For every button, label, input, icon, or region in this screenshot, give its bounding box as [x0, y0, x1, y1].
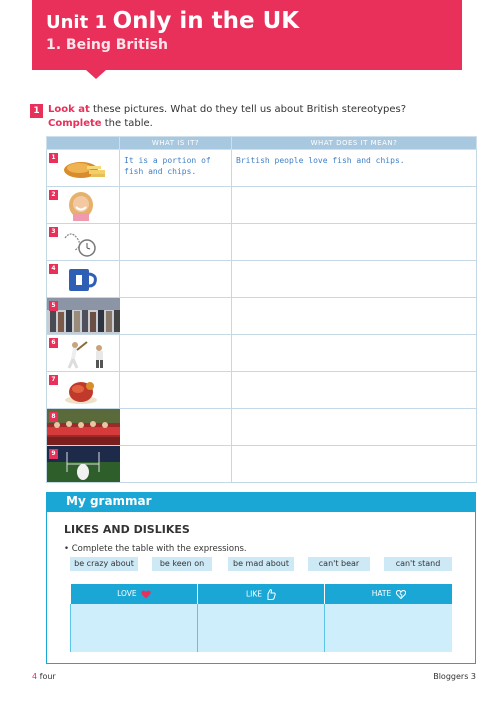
grammar-instruction: • Complete the table with the expressions.: [64, 544, 247, 554]
answer-meaning-cell[interactable]: [232, 409, 477, 446]
answer-what: [120, 372, 231, 377]
answer-what-cell[interactable]: [120, 224, 232, 261]
answer-what-cell[interactable]: [120, 409, 232, 446]
answer-what-cell[interactable]: [120, 372, 232, 409]
column-header-what: WHAT IS IT?: [120, 137, 232, 150]
answer-what: It is a portion of fish and chips.: [124, 156, 211, 176]
row-number: 5: [49, 301, 58, 311]
exercise-instruction: [48, 103, 468, 131]
love-column-header: [71, 584, 198, 604]
cricket-players-icon: [61, 339, 111, 369]
pudding-icon: [61, 376, 101, 406]
picture-cell: [47, 150, 120, 187]
answer-meaning: [232, 335, 476, 340]
table-row: [47, 446, 477, 483]
instruction-keyword-2: Complete: [48, 118, 102, 129]
book-title: Bloggers 3: [433, 672, 476, 681]
love-answer-cell[interactable]: [71, 604, 198, 652]
row-number: 3: [49, 227, 58, 237]
table-row: [47, 187, 477, 224]
thumbs-up-icon: [266, 589, 276, 600]
table-row: [47, 261, 477, 298]
table-row: [47, 409, 477, 446]
hate-column-header: [325, 584, 452, 604]
answer-what-cell[interactable]: [120, 150, 232, 187]
answer-meaning: [232, 224, 476, 229]
answer-meaning: British people love fish and chips.: [236, 156, 405, 165]
table-row: [47, 335, 477, 372]
answer-meaning-cell[interactable]: [232, 261, 477, 298]
answer-meaning: [232, 409, 476, 414]
answer-what-cell[interactable]: [120, 446, 232, 483]
column-header-meaning: WHAT DOES IT MEAN?: [232, 137, 477, 150]
instruction-text: these pictures. What do they tell us about British stereotypes?: [89, 104, 407, 115]
exercise-number: 1: [30, 104, 43, 118]
answer-meaning: [232, 446, 476, 451]
table-row: [47, 298, 477, 335]
fish-and-chips-icon: [61, 154, 109, 182]
love-label: LOVE: [117, 589, 137, 599]
answer-what: [120, 409, 231, 414]
smiling-girl-icon: [61, 191, 101, 221]
answer-what-cell[interactable]: [120, 335, 232, 372]
row-number: 2: [49, 190, 58, 200]
table-row: [47, 372, 477, 409]
answer-what-cell[interactable]: [120, 187, 232, 224]
unit-name: Only in the UK: [112, 8, 300, 34]
page-number-digit: 4: [32, 672, 38, 681]
row-number: 4: [49, 264, 58, 274]
table-row: [47, 224, 477, 261]
answer-meaning-cell[interactable]: [232, 335, 477, 372]
answer-what-cell[interactable]: [120, 298, 232, 335]
table-row: [71, 604, 453, 652]
expression-chip[interactable]: be crazy about: [70, 557, 138, 571]
row-number: 9: [49, 449, 58, 459]
answer-what-cell[interactable]: [120, 261, 232, 298]
expression-chip[interactable]: be mad about: [228, 557, 294, 571]
answer-meaning: [232, 298, 476, 303]
expression-chip[interactable]: can't bear: [308, 557, 370, 571]
lesson-title: 1. Being British: [46, 37, 168, 53]
broken-heart-icon: [396, 590, 406, 599]
answer-meaning-cell[interactable]: [232, 372, 477, 409]
answer-what: [120, 224, 231, 229]
answer-what: [120, 187, 231, 192]
answer-meaning-cell[interactable]: [232, 150, 477, 187]
stereotypes-table: [46, 136, 477, 483]
tea-mug-icon: [61, 265, 101, 295]
answer-meaning-cell[interactable]: [232, 446, 477, 483]
picture-cell: [47, 446, 120, 483]
grammar-title: My grammar: [66, 494, 152, 508]
picture-cell: [47, 187, 120, 224]
like-label: LIKE: [246, 589, 263, 598]
row-number: 6: [49, 338, 58, 348]
expression-chip[interactable]: be keen on: [152, 557, 212, 571]
picture-cell: [47, 298, 120, 335]
page-number: [32, 672, 56, 681]
picture-cell: [47, 409, 120, 446]
unit-label: Unit 1: [46, 12, 107, 33]
picture-cell: [47, 335, 120, 372]
heart-icon: [141, 590, 151, 599]
answer-meaning: [232, 261, 476, 266]
picture-cell: [47, 224, 120, 261]
hate-label: HATE: [371, 589, 392, 599]
likes-dislikes-table: [70, 584, 452, 652]
answer-meaning-cell[interactable]: [232, 187, 477, 224]
answer-meaning-cell[interactable]: [232, 224, 477, 261]
expression-chip[interactable]: can't stand: [384, 557, 452, 571]
answer-what: [120, 335, 231, 340]
picture-cell: [47, 372, 120, 409]
grammar-heading: LIKES AND DISLIKES: [64, 523, 190, 536]
instruction-text-2: the table.: [101, 118, 153, 129]
pocket-watch-icon: [61, 228, 101, 258]
answer-meaning: [232, 187, 476, 192]
answer-meaning-cell[interactable]: [232, 298, 477, 335]
picture-column-header: [47, 137, 120, 150]
like-answer-cell[interactable]: [198, 604, 325, 652]
answer-what: [120, 261, 231, 266]
row-number: 7: [49, 375, 58, 385]
picture-cell: [47, 261, 120, 298]
banner-notch: [86, 70, 106, 79]
like-column-header: [198, 584, 325, 604]
row-number: 8: [49, 412, 58, 422]
answer-what: [120, 298, 231, 303]
instruction-keyword: Look at: [48, 104, 90, 115]
answer-meaning: [232, 372, 476, 377]
unit-title: [46, 8, 299, 34]
page-number-word: four: [39, 672, 56, 681]
table-row: [47, 150, 477, 187]
answer-what: [120, 446, 231, 451]
row-number: 1: [49, 153, 58, 163]
hate-answer-cell[interactable]: [325, 604, 452, 652]
